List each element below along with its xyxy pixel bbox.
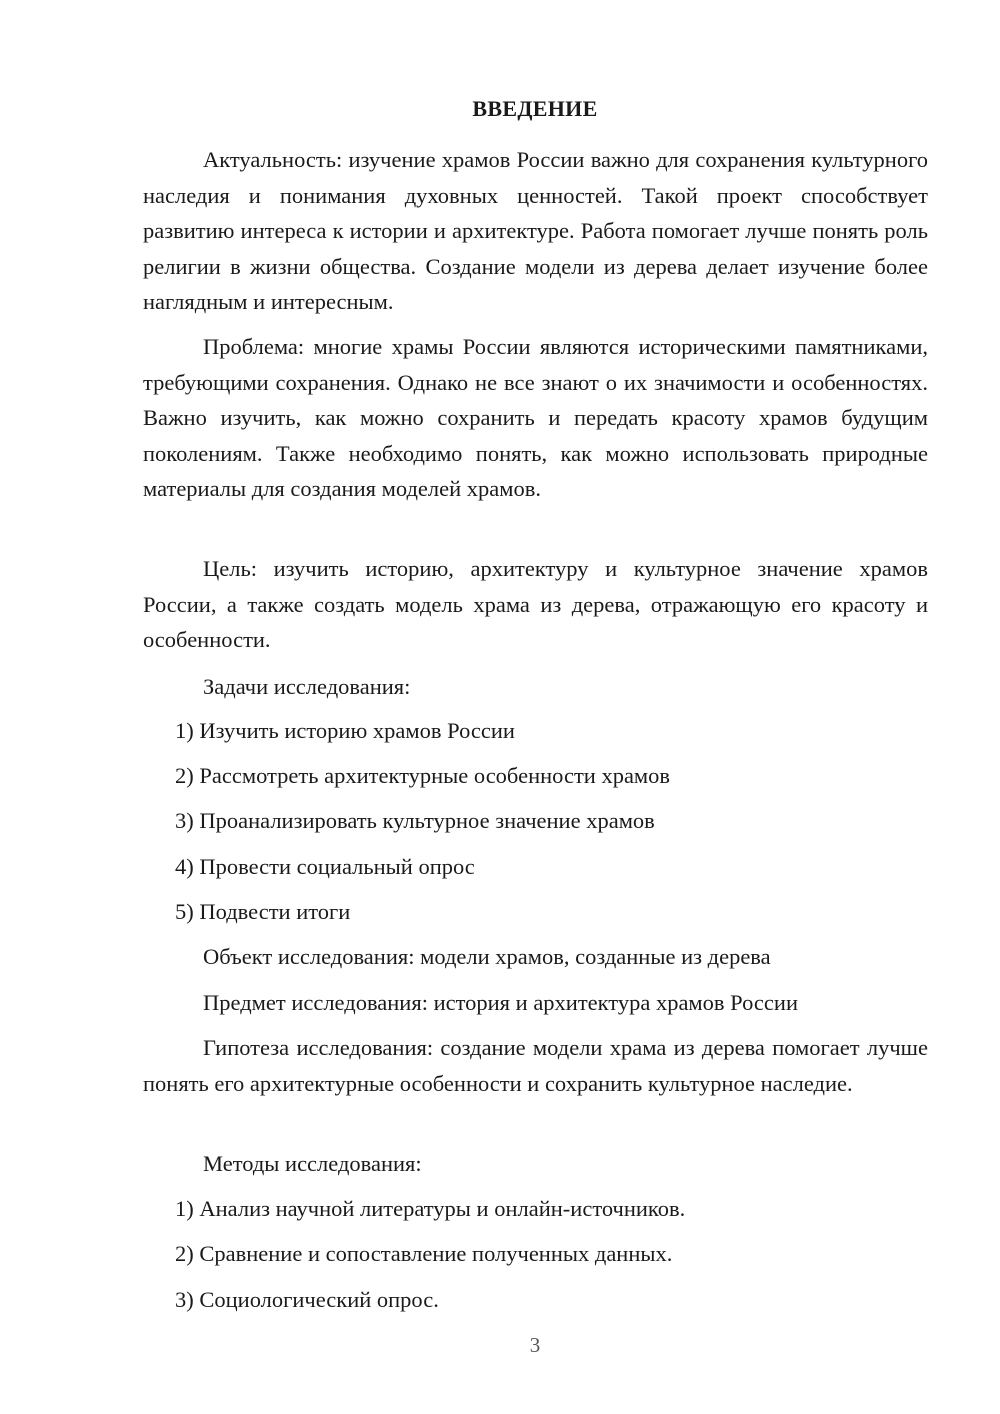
hypothesis-paragraph: Гипотеза исследования: создание модели храма из дерева помогает лучше понять его архитектурные особенности и сохранить культурное наследие. [143, 1035, 928, 1096]
task-item: 3) Проанализировать культурное значение храмов [175, 808, 655, 833]
page-title: ВВЕДЕНИЕ [472, 96, 598, 121]
research-subject: Предмет исследования: история и архитектура храмов России [203, 990, 798, 1015]
method-item: 3) Социологический опрос. [175, 1287, 439, 1312]
methods-heading: Методы исследования: [203, 1151, 422, 1176]
page-number: 3 [529, 1333, 541, 1357]
method-item: 2) Сравнение и сопоставление полученных данных. [175, 1241, 673, 1266]
task-item: 1) Изучить историю храмов России [175, 718, 515, 743]
task-item: 4) Провести социальный опрос [175, 854, 475, 879]
tasks-heading: Задачи исследования: [203, 674, 411, 699]
method-item: 1) Анализ научной литературы и онлайн-источников. [175, 1196, 686, 1221]
problem-paragraph: Проблема: многие храмы России являются историческими памятниками, требующими сохранения. Однако не все знают о их значимости и особенностях. Важно изучить, как можно сохранить и передать красоту храмов будущим поколениям. Также необходимо понять, как можно использовать природные материалы для создания моделей храмов. [143, 334, 928, 501]
research-object: Объект исследования: модели храмов, созданные из дерева [203, 944, 771, 969]
goal-paragraph: Цель: изучить историю, архитектуру и культурное значение храмов России, а также создать модель храма из дерева, отражающую его красоту и особенности. [143, 556, 928, 652]
task-item: 2) Рассмотреть архитектурные особенности храмов [175, 763, 671, 788]
task-item: 5) Подвести итоги [175, 899, 351, 924]
relevance-paragraph: Актуальность: изучение храмов России важно для сохранения культурного наследия и понимания духовных ценностей. Такой проект способствует развитию интереса к истории и архитектуре. Работа помогает лучше понять роль религии в жизни общества. Создание модели из дерева делает изучение более наглядным и интересным. [143, 147, 928, 314]
